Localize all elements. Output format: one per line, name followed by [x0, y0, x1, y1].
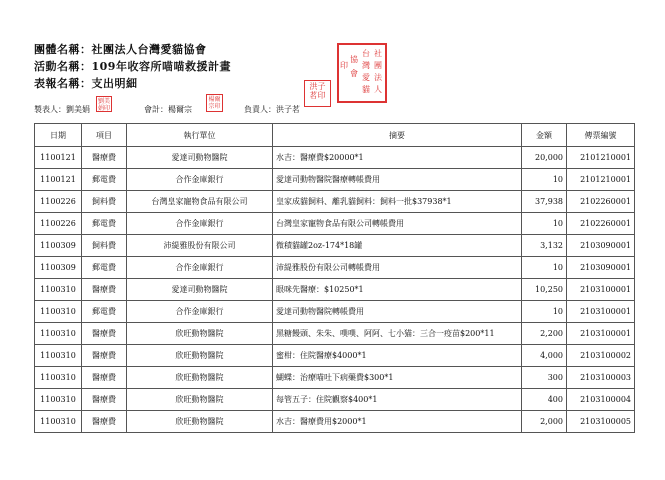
cell-unit: 愛達司動物醫院: [127, 147, 273, 169]
header-unit: 執行單位: [127, 124, 273, 147]
table-row: [35, 411, 635, 433]
cell-voucher: 2103100003: [567, 367, 635, 389]
svg-text:協: 協: [350, 55, 358, 64]
cell-item: 郵電費: [82, 257, 127, 279]
cell-unit: 欣旺動物醫院: [127, 367, 273, 389]
cell-date: 1100309: [35, 235, 82, 257]
cell-summary: 水吉：醫療費$20000*1: [273, 147, 522, 169]
cell-amount: 2,000: [522, 411, 567, 433]
cell-amount: 10: [522, 301, 567, 323]
cell-summary: 蝴蝶：治療喵吐下病藥費$300*1: [273, 367, 522, 389]
header-amount: 金額: [522, 124, 567, 147]
cell-summary: 愛達司動物醫院轉帳費用: [273, 301, 522, 323]
manager-stamp: 洪子 茗印: [304, 80, 331, 107]
cell-date: 1100310: [35, 323, 82, 345]
cell-amount: 10: [522, 213, 567, 235]
table-row: [35, 389, 635, 411]
cell-unit: 合作金庫銀行: [127, 169, 273, 191]
cell-summary: 微積貓罐2oz-174*18罐: [273, 235, 522, 257]
cell-date: 1100309: [35, 257, 82, 279]
table-row: [35, 147, 635, 169]
cell-unit: 欣旺動物醫院: [127, 345, 273, 367]
svg-text:團: 團: [374, 61, 382, 70]
cell-item: 醫療費: [82, 323, 127, 345]
cell-item: 醫療費: [82, 279, 127, 301]
cell-item: 郵電費: [82, 213, 127, 235]
svg-text:愛: 愛: [362, 73, 370, 82]
cell-voucher: 2103090001: [567, 257, 635, 279]
cell-amount: 20,000: [522, 147, 567, 169]
cell-amount: 400: [522, 389, 567, 411]
cell-date: 1100310: [35, 345, 82, 367]
organization-seal: [336, 42, 388, 104]
cell-summary: 每管五子：住院觀察$400*1: [273, 389, 522, 411]
table-row: [35, 213, 635, 235]
cell-unit: 合作金庫銀行: [127, 301, 273, 323]
table-row: [35, 323, 635, 345]
table-row: [35, 169, 635, 191]
cell-date: 1100226: [35, 191, 82, 213]
cell-summary: 沛緹雅股份有限公司轉帳費用: [273, 257, 522, 279]
cell-voucher: 2103100005: [567, 411, 635, 433]
cell-item: 醫療費: [82, 389, 127, 411]
svg-text:人: 人: [374, 85, 382, 94]
cell-item: 郵電費: [82, 301, 127, 323]
org-label: 團體名稱：: [34, 43, 92, 56]
cell-summary: 台灣皇家寵物食品有限公司轉帳費用: [273, 213, 522, 235]
cell-voucher: 2103090001: [567, 235, 635, 257]
table-row: [35, 191, 635, 213]
cell-voucher: 2102260001: [567, 191, 635, 213]
cell-date: 1100310: [35, 411, 82, 433]
cell-summary: 皇家成貓飼料、離乳貓飼料：飼料一批$37938*1: [273, 191, 522, 213]
cell-summary: 愛達司動物醫院醫療轉帳費用: [273, 169, 522, 191]
header-date: 日期: [35, 124, 82, 147]
cell-summary: 蜜柑：住院醫療$4000*1: [273, 345, 522, 367]
report-name-line: [34, 75, 138, 91]
cell-voucher: 2103100001: [567, 279, 635, 301]
table-row: [35, 235, 635, 257]
svg-text:會: 會: [350, 69, 358, 78]
cell-amount: 10: [522, 257, 567, 279]
cell-item: 醫療費: [82, 367, 127, 389]
accountant-stamp: 楊爾 宗印: [206, 94, 223, 112]
cell-date: 1100226: [35, 213, 82, 235]
cell-amount: 2,200: [522, 323, 567, 345]
svg-text:印: 印: [340, 61, 348, 70]
table-row: [35, 279, 635, 301]
cell-date: 1100121: [35, 169, 82, 191]
cell-unit: 台灣皇家寵物食品有限公司: [127, 191, 273, 213]
org-name-line: [34, 41, 207, 57]
cell-voucher: 2103100002: [567, 345, 635, 367]
cell-amount: 4,000: [522, 345, 567, 367]
cell-item: 郵電費: [82, 169, 127, 191]
cell-item: 飼料費: [82, 191, 127, 213]
table-row: [35, 257, 635, 279]
report-name: 支出明細: [91, 77, 138, 90]
cell-amount: 3,132: [522, 235, 567, 257]
cell-voucher: 2103100004: [567, 389, 635, 411]
cell-unit: 合作金庫銀行: [127, 257, 273, 279]
cell-date: 1100310: [35, 279, 82, 301]
cell-item: 醫療費: [82, 345, 127, 367]
cell-date: 1100310: [35, 301, 82, 323]
cell-item: 醫療費: [82, 411, 127, 433]
svg-text:灣: 灣: [362, 61, 370, 70]
report-label: 表報名稱：: [34, 77, 92, 90]
cell-unit: 合作金庫銀行: [127, 213, 273, 235]
cell-unit: 欣旺動物醫院: [127, 389, 273, 411]
preparer: 製表人：劉美娟: [34, 105, 90, 114]
cell-voucher: 2103100001: [567, 323, 635, 345]
cell-summary: 黑糖饅頭、朱朱、噗噗、阿阿、七小猫：三合一疫苗$200*11: [273, 323, 522, 345]
cell-unit: 愛達司動物醫院: [127, 279, 273, 301]
header-voucher: 傳票編號: [567, 124, 635, 147]
svg-text:社: 社: [374, 49, 382, 58]
svg-text:貓: 貓: [362, 85, 370, 94]
cell-date: 1100121: [35, 147, 82, 169]
accountant: 會計：楊爾宗: [144, 105, 192, 114]
accountant-name: 楊爾宗: [168, 105, 192, 114]
cell-item: 飼料費: [82, 235, 127, 257]
activity-name: 109年收容所喵喵救援計畫: [91, 60, 231, 73]
table-row: [35, 367, 635, 389]
cell-date: 1100310: [35, 389, 82, 411]
cell-unit: 沛緹雅股份有限公司: [127, 235, 273, 257]
cell-amount: 10,250: [522, 279, 567, 301]
cell-amount: 300: [522, 367, 567, 389]
org-name: 社團法人台灣愛貓協會: [91, 43, 207, 56]
cell-unit: 欣旺動物醫院: [127, 323, 273, 345]
header-summary: 摘要: [273, 124, 522, 147]
cell-summary: 眼咪先醫療：$10250*1: [273, 279, 522, 301]
cell-date: 1100310: [35, 367, 82, 389]
cell-unit: 欣旺動物醫院: [127, 411, 273, 433]
svg-text:台: 台: [362, 49, 370, 58]
cell-item: 醫療費: [82, 147, 127, 169]
header-item: 項目: [82, 124, 127, 147]
table-row: [35, 301, 635, 323]
svg-text:法: 法: [374, 73, 382, 82]
cell-amount: 37,938: [522, 191, 567, 213]
cell-voucher: 2101210001: [567, 169, 635, 191]
expense-table: [34, 123, 635, 433]
cell-summary: 水吉：醫療費用$2000*1: [273, 411, 522, 433]
cell-voucher: 2102260001: [567, 213, 635, 235]
cell-voucher: 2103100001: [567, 301, 635, 323]
manager: 負責人：洪子茗: [244, 105, 300, 114]
preparer-name: 劉美娟: [66, 105, 90, 114]
table-row: [35, 345, 635, 367]
preparer-stamp: 劉美 娟印: [97, 98, 110, 112]
cell-amount: 10: [522, 169, 567, 191]
cell-voucher: 2101210001: [567, 147, 635, 169]
manager-name: 洪子茗: [276, 105, 300, 114]
table-header-row: [35, 124, 635, 147]
activity-name-line: [34, 58, 231, 74]
activity-label: 活動名稱：: [34, 60, 92, 73]
